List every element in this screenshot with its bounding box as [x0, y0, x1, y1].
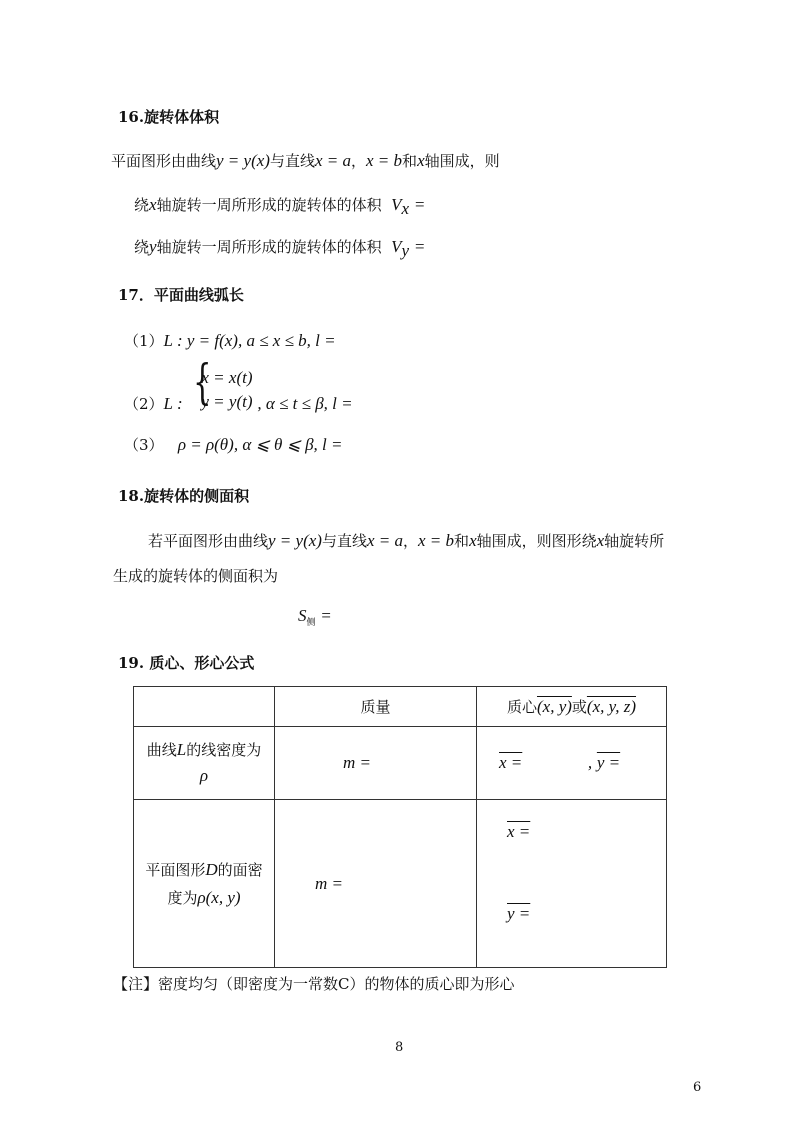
- formula: (x, y): [536, 697, 572, 716]
- item-label: （3）: [124, 436, 164, 454]
- row-label-curve: [134, 727, 275, 800]
- page-number-right: 6: [693, 1080, 702, 1095]
- formula: y = y(t): [201, 392, 253, 411]
- text: 曲线: [146, 741, 177, 759]
- formula: L : y = f(x), a ≤ x ≤ b, l =: [163, 331, 336, 350]
- row-label-plane: [134, 800, 275, 968]
- piecewise-brace: [187, 354, 267, 412]
- table-header-row: [134, 687, 667, 727]
- section-17-item3: [124, 434, 343, 455]
- formula: y = y(x): [268, 531, 322, 550]
- formula: =: [413, 195, 426, 214]
- section-18-para-line1: [148, 530, 664, 551]
- formula: y: [149, 237, 157, 256]
- formula: x =: [507, 822, 531, 841]
- formula: ρ = ρ(θ), α ⩽ θ ⩽ β, l =: [177, 435, 343, 454]
- formula: L: [176, 740, 187, 759]
- formula: x = a: [314, 151, 351, 170]
- row-centroid-plane: [477, 800, 667, 968]
- text: 轴旋转所: [604, 532, 665, 550]
- formula: =: [320, 606, 332, 625]
- text: 绕: [134, 238, 150, 256]
- centroid-table: [133, 686, 667, 968]
- subscript: 侧: [306, 618, 316, 628]
- section-17-item2: [124, 354, 353, 416]
- text: 平面图形由曲线: [111, 152, 217, 170]
- formula: V: [391, 237, 402, 256]
- formula: y =: [596, 753, 621, 772]
- brace-lines: [201, 366, 252, 414]
- formula: ,: [587, 753, 593, 772]
- formula: x: [417, 151, 425, 170]
- subscript: y: [401, 241, 410, 260]
- formula: ρ: [199, 766, 209, 785]
- text: 与直线: [321, 532, 367, 550]
- section-16-heading: 16.旋转体体积: [118, 108, 220, 126]
- text: 轴旋转一周所形成的旋转体的体积: [156, 196, 382, 214]
- formula: y = y(x): [216, 151, 270, 170]
- text: 质量: [360, 698, 391, 716]
- formula: D: [205, 859, 218, 879]
- text: 若平面图形由曲线: [148, 532, 269, 550]
- section-18-heading: 18.旋转体的侧面积: [118, 487, 250, 505]
- formula: L :: [163, 394, 183, 413]
- table-row: [134, 727, 667, 800]
- formula: m =: [343, 753, 371, 772]
- formula: x = b: [418, 531, 455, 550]
- formula: y =: [507, 904, 531, 923]
- formula: x =: [499, 753, 523, 772]
- table-header-empty: [134, 687, 275, 727]
- text: 轴围成，则图形绕: [476, 532, 597, 550]
- text: 的线密度为: [186, 741, 262, 759]
- formula: x: [469, 531, 477, 550]
- text: 轴围成，则: [424, 152, 500, 170]
- text: 和: [402, 152, 418, 170]
- formula: x = b: [366, 151, 403, 170]
- table-row: [134, 800, 667, 968]
- text: ，: [403, 532, 419, 550]
- formula: ρ(x, y): [197, 887, 241, 907]
- formula: S: [298, 606, 307, 625]
- subscript: x: [401, 199, 410, 218]
- formula: x: [149, 195, 157, 214]
- formula: , α ≤ t ≤ β, l =: [257, 394, 353, 413]
- formula: m =: [315, 873, 343, 893]
- text: 的面密: [217, 860, 263, 879]
- page-number-center: 8: [395, 1040, 404, 1055]
- row-mass-plane: [275, 800, 477, 968]
- section-16-line3: [134, 236, 425, 261]
- section-19-heading: 19. 质心、形心公式: [118, 654, 255, 672]
- item-label: （2）: [124, 395, 164, 413]
- section-18-formula: [298, 606, 332, 628]
- table-header-mass: [275, 687, 477, 727]
- formula: V: [391, 195, 402, 214]
- row-centroid-curve: [477, 727, 667, 800]
- section-18-para-line2: 生成的旋转体的侧面积为: [113, 567, 279, 585]
- formula: =: [413, 237, 426, 256]
- text: 或: [571, 698, 587, 716]
- section-17-heading: 17．平面曲线弧长: [118, 286, 244, 304]
- text: 与直线: [269, 152, 315, 170]
- text: 绕: [134, 196, 150, 214]
- item-label: （1）: [124, 332, 164, 350]
- text: 平面图形: [145, 860, 206, 879]
- text: 度为: [167, 888, 198, 907]
- section-16-line2: [134, 194, 425, 219]
- text: 质心: [506, 698, 537, 716]
- table-header-centroid: [477, 687, 667, 727]
- text: 轴旋转一周所形成的旋转体的体积: [156, 238, 382, 256]
- formula: x: [596, 531, 605, 550]
- formula: x = a: [366, 531, 403, 550]
- brace-icon: {: [193, 354, 212, 410]
- text: 和: [454, 532, 470, 550]
- row-mass-curve: [275, 727, 477, 800]
- formula: (x, y, z): [586, 697, 637, 716]
- formula: x = x(t): [201, 368, 253, 387]
- section-16-line1: [111, 150, 500, 171]
- note: 【注】密度均匀（即密度为一常数C）的物体的质心即为形心: [113, 975, 515, 993]
- text: ，: [351, 152, 367, 170]
- section-17-item1: [124, 330, 336, 351]
